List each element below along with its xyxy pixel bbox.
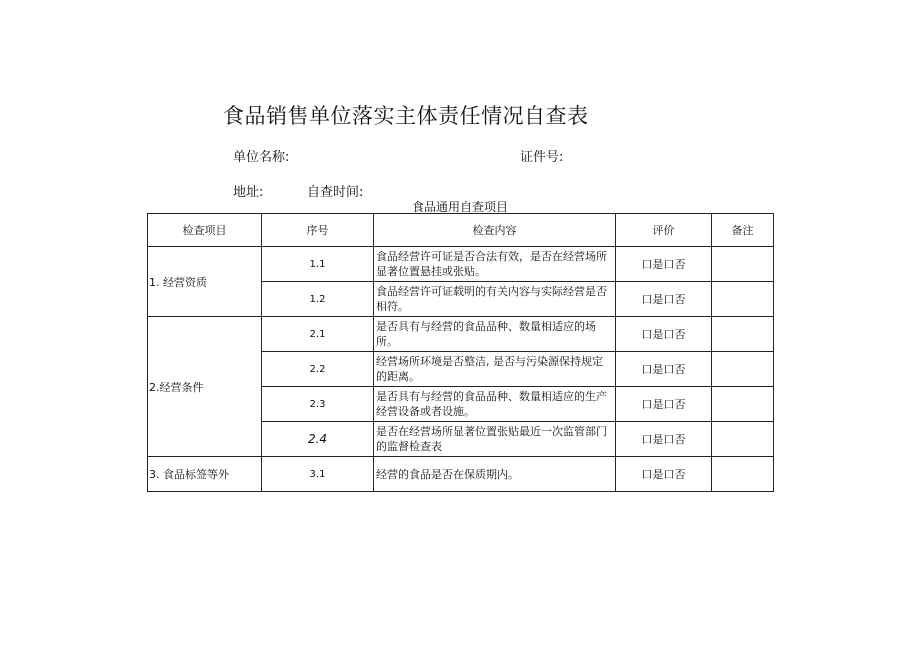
check-content: 经营的食品是否在保质期内。 xyxy=(374,457,616,492)
table-row xyxy=(148,317,774,352)
table-row xyxy=(148,247,774,282)
header-evaluation: 评价 xyxy=(616,214,712,247)
evaluation-checkbox-pair[interactable]: 口是口否 xyxy=(616,457,712,492)
header-check-item: 检查项目 xyxy=(148,214,262,247)
category-cell: 3. 食品标签等外 xyxy=(148,457,262,492)
remarks-cell[interactable] xyxy=(712,352,774,387)
evaluation-checkbox-pair[interactable]: 口是口否 xyxy=(616,317,712,352)
remarks-cell[interactable] xyxy=(712,282,774,317)
header-serial-number: 序号 xyxy=(262,214,374,247)
category-cell: 2.经营条件 xyxy=(148,317,262,457)
serial-number: 2.4 xyxy=(262,422,374,457)
address-label: 地址: xyxy=(233,185,264,200)
evaluation-checkbox-pair[interactable]: 口是口否 xyxy=(616,387,712,422)
check-content: 是否具有与经营的食品品种、数量相适应的生产经营设备或者设施。 xyxy=(374,387,616,422)
serial-number: 2.3 xyxy=(262,387,374,422)
serial-number: 2.1 xyxy=(262,317,374,352)
check-content: 是否具有与经营的食品品种、数量相适应的场所。 xyxy=(374,317,616,352)
check-time-label: 自查时间: xyxy=(307,185,364,200)
unit-name-label: 单位名称: xyxy=(233,150,290,165)
header-remarks: 备注 xyxy=(712,214,774,247)
header-check-content: 检查内容 xyxy=(374,214,616,247)
section-title: 食品通用自查项目 xyxy=(411,200,508,214)
remarks-cell[interactable] xyxy=(712,317,774,352)
remarks-cell[interactable] xyxy=(712,422,774,457)
self-check-table xyxy=(147,213,774,492)
license-number-label: 证件号: xyxy=(520,150,564,165)
evaluation-checkbox-pair[interactable]: 口是口否 xyxy=(616,422,712,457)
remarks-cell[interactable] xyxy=(712,387,774,422)
remarks-cell[interactable] xyxy=(712,457,774,492)
category-cell: 1. 经营资质 xyxy=(148,247,262,317)
serial-number: 1.2 xyxy=(262,282,374,317)
evaluation-checkbox-pair[interactable]: 口是口否 xyxy=(616,282,712,317)
evaluation-checkbox-pair[interactable]: 口是口否 xyxy=(616,247,712,282)
serial-number: 1.1 xyxy=(262,247,374,282)
table-header-row xyxy=(148,214,774,247)
evaluation-checkbox-pair[interactable]: 口是口否 xyxy=(616,352,712,387)
table-row xyxy=(148,457,774,492)
check-content: 是否在经营场所显著位置张贴最近一次监管部门的监督检查表 xyxy=(374,422,616,457)
serial-number: 2.2 xyxy=(262,352,374,387)
remarks-cell[interactable] xyxy=(712,247,774,282)
serial-number: 3.1 xyxy=(262,457,374,492)
document-title: 食品销售单位落实主体责任情况自查表 xyxy=(223,104,589,128)
check-content: 食品经营许可证载明的有关内容与实际经营是否相符。 xyxy=(374,282,616,317)
check-content: 食品经营许可证是否合法有效，是否在经营场所显著位置悬挂或张贴。 xyxy=(374,247,616,282)
check-content: 经营场所环境是否整洁, 是否与污染源保持规定的距离。 xyxy=(374,352,616,387)
